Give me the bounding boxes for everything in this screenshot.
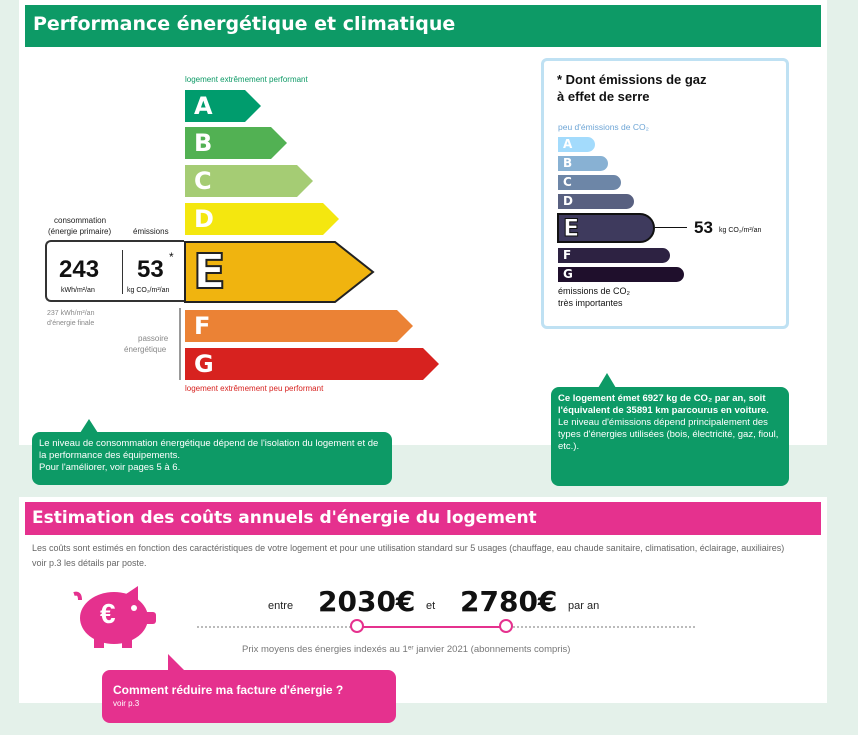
ges-bar-letter: F — [563, 248, 572, 262]
ges-info-tooltip — [551, 387, 789, 486]
consumption-unit: kWh/m²/an — [61, 287, 95, 294]
ges-tooltip-arrow — [598, 373, 616, 388]
energy-info-text-2: Pour l'améliorer, voir pages 5 à 6. — [39, 462, 181, 473]
ges-info-bold: Ce logement émet 6927 kg de CO₂ par an, soit l'équivalent de 35891 km parcourus en voiture. — [558, 393, 769, 416]
passoire-label-2: énergétique — [124, 345, 167, 354]
dpe-bar-d — [185, 203, 339, 235]
ges-title-1: * Dont émissions de gaz — [557, 72, 707, 87]
emissions-star: * — [169, 250, 174, 264]
passoire-line — [179, 308, 181, 380]
dpe-bar-b — [185, 127, 287, 159]
dpe-bar-letter: D — [194, 205, 214, 233]
ges-current-letter: E — [563, 214, 580, 242]
ges-pointer-line — [655, 227, 687, 228]
dpe-bar-letter: G — [194, 350, 214, 378]
cta-title[interactable]: Comment réduire ma facture d'énergie ? — [113, 683, 344, 697]
ges-bar-letter: D — [563, 194, 573, 208]
final-energy-1: 237 kWh/m²/an — [47, 310, 95, 317]
ges-bar-b — [558, 156, 608, 171]
ges-bar-g — [558, 267, 684, 282]
emissions-value: 53 — [137, 256, 164, 283]
energy-tooltip-arrow — [80, 419, 98, 433]
cost-per-year: par an — [568, 600, 600, 612]
values-divider — [122, 250, 123, 294]
ges-bar-a — [558, 137, 595, 152]
passoire-label-1: passoire — [138, 334, 169, 343]
consumption-label-1: consommation — [54, 216, 107, 225]
consumption-label-2: (énergie primaire) — [48, 227, 112, 236]
energy-header-title: Performance énergétique et climatique — [33, 13, 456, 35]
final-energy-2: d'énergie finale — [47, 320, 95, 327]
ges-bottom-label-2: très importantes — [558, 298, 623, 308]
cost-high: 2780€ — [460, 585, 558, 618]
cost-low-marker — [350, 619, 364, 633]
cost-word-and: et — [426, 600, 436, 612]
dpe-bar-c — [185, 165, 313, 197]
ges-bar-letter: A — [563, 137, 573, 151]
cost-word-between: entre — [268, 600, 294, 612]
ges-current-frame — [557, 213, 655, 243]
ges-bar-f — [558, 248, 670, 263]
dpe-current-frame — [183, 240, 376, 304]
euro-icon: € — [100, 598, 116, 629]
piggy-bank-icon — [66, 584, 160, 650]
ges-top-label: peu d'émissions de CO₂ — [558, 122, 649, 132]
cost-low: 2030€ — [318, 585, 416, 618]
emissions-unit: kg CO₂/m²/an — [127, 287, 170, 294]
dpe-bar-f — [185, 310, 413, 342]
dpe-bar-a — [185, 90, 261, 122]
cost-high-marker — [499, 619, 513, 633]
ges-bar-d — [558, 194, 634, 209]
ges-bar-letter: C — [563, 175, 572, 189]
costs-header-title: Estimation des coûts annuels d'énergie du logement — [32, 508, 537, 528]
energy-info-text: Le niveau de consommation énergétique dépend de l'isolation du logement et de la performance des équipements. — [39, 438, 379, 461]
dpe-bar-letter: A — [194, 92, 213, 120]
prices-note: Prix moyens des énergies indexés au 1ᵉʳ janvier 2021 (abonnements compris) — [242, 644, 571, 655]
dpe-bar-letter: B — [194, 129, 213, 157]
consumption-value: 243 — [59, 256, 100, 283]
energy-bottom-label: logement extrêmement peu performant — [185, 384, 324, 393]
ges-info-text: Le niveau d'émissions dépend principalement des types d'énergies utilisées (bois, électricité, gaz, fioul, etc.). — [558, 417, 779, 452]
ges-title-2: à effet de serre — [557, 89, 650, 104]
emissions-label: émissions — [133, 227, 169, 236]
cta-sub[interactable]: voir p.3 — [113, 699, 140, 708]
energy-top-label: logement extrêmement performant — [185, 75, 308, 84]
dpe-current-letter: E — [193, 244, 226, 300]
reduce-bill-cta[interactable] — [102, 670, 396, 723]
cost-range-line — [357, 626, 507, 628]
ges-bar-letter: B — [563, 156, 573, 170]
ges-bottom-label-1: émissions de CO₂ — [558, 286, 631, 296]
dpe-bar-g — [185, 348, 439, 380]
dpe-bar-letter: C — [194, 167, 212, 195]
ges-bar-c — [558, 175, 621, 190]
ges-bar-letter: G — [563, 267, 573, 281]
dpe-bar-letter: F — [194, 312, 211, 340]
ges-unit: kg CO₂/m²/an — [719, 227, 762, 234]
costs-description: Les coûts sont estimés en fonction des caractéristiques de votre logement et pour une utilisation standard sur 5 usages (chauffage, eau chaude sanitaire, climatisation, éclairage, auxiliaires) voir p.3 les détails par poste. — [32, 543, 785, 568]
energy-info-tooltip — [32, 432, 392, 485]
ges-value: 53 — [694, 218, 713, 237]
